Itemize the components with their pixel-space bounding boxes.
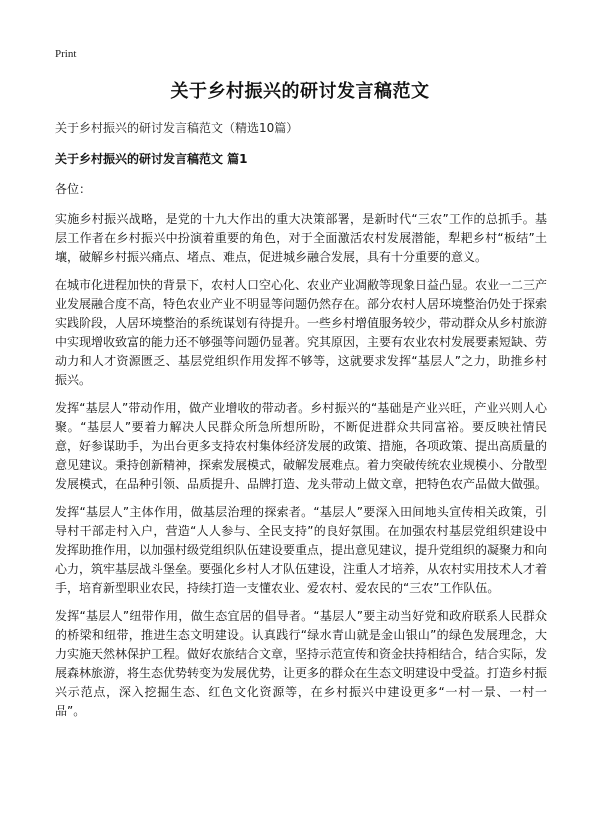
document-body (55, 119, 547, 730)
paragraph-4: 发挥“基层人”主体作用，做基层治理的探索者。“基层人”要深入田间地头宣传相关政策，引导村干部走村入户，营造“人人参与、全民支持”的良好氛围。在加强农村基层党组织建设中发挥助推作用，以加强村级党组织队伍建设要重点，提出意见建议，提升党组织的凝聚力和向心力，筑牢基层战斗堡垒。要强化乡村人才队伍建设，注重人才培养，从农村实用技术人才着手，培育新型职业农民，持续打造一支懂农业、爱农村、爱农民的“三农”工作队伍。 (55, 505, 548, 595)
paragraph-1: 实施乡村振兴战略，是党的十九大作出的重大决策部署，是新时代“三农”工作的总抓手。基层工作者在乡村振兴中扮演着重要的角色，对于全面激活农村发展潜能，犁耙乡村“板结”土壤，破解乡村振兴痛点、堵点、难点，促进城乡融合发展，具有十分重要的意义。 (55, 212, 547, 264)
document-subtitle: 关于乡村振兴的研讨发言稿范文（精选10篇） (55, 121, 299, 135)
paragraph-3: 发挥“基层人”带动作用，做产业增收的带动者。乡村振兴的“基础是产业兴旺，产业兴则人心聚。“基层人”要着力解决人民群众所急所想所盼，不断促进群众共同富裕。要反映社情民意，好参谋助手，为出台更多支持农村集体经济发展的政策、措施，各项政策、提出高质量的意见建议。秉持创新精神，探索发展模式，破解发展难点。着力突破传统农业规模小、分散型发展模式，在品种引领、品质提升、品牌打造、龙头带动上做文章，把特色农产品做大做强。 (55, 401, 548, 491)
print-link[interactable]: Print (55, 48, 77, 60)
salutation: 各位： (55, 182, 92, 196)
paragraph-2: 在城市化进程加快的背景下，农村人口空心化、农业产业凋敝等现象日益凸显。农业一二三产业发展融合度不高，特色农业产业不明显等问题仍然存在。部分农村人居环境整治仍处于探索实践阶段，人居环境整治的系统谋划有待提升。一些乡村增值服务较少，带动群众从乡村旅游中实现增收致富的能力还不够强等问题仍显著。究其原因，主要有农业农村发展要素短缺、劳动力和人才资源匮乏、基层党组织作用发挥不够等，这就要求发挥“基层人”之力，助推乡村振兴。 (55, 278, 548, 387)
document-title: 关于乡村振兴的研讨发言稿范文 (170, 81, 430, 102)
paragraph-5: 发挥“基层人”纽带作用，做生态宜居的倡导者。“基层人”要主动当好党和政府联系人民群众的桥梁和纽带，推进生态文明建设。认真践行“绿水青山就是金山银山”的绿色发展理念，大力实施天然林保护工程。做好农旅结合文章，坚持示范宣传和资金扶持相结合，结合实际，发展森林旅游，将生态优势转变为发展优势，让更多的群众在生态文明建设中受益。打造乡村振兴示范点，深入挖掘生态、红色文化资源等，在乡村振兴中建设更多“一村一景、一村一品”。 (55, 609, 548, 718)
section-heading: 关于乡村振兴的研讨发言稿范文 篇1 (55, 152, 248, 166)
